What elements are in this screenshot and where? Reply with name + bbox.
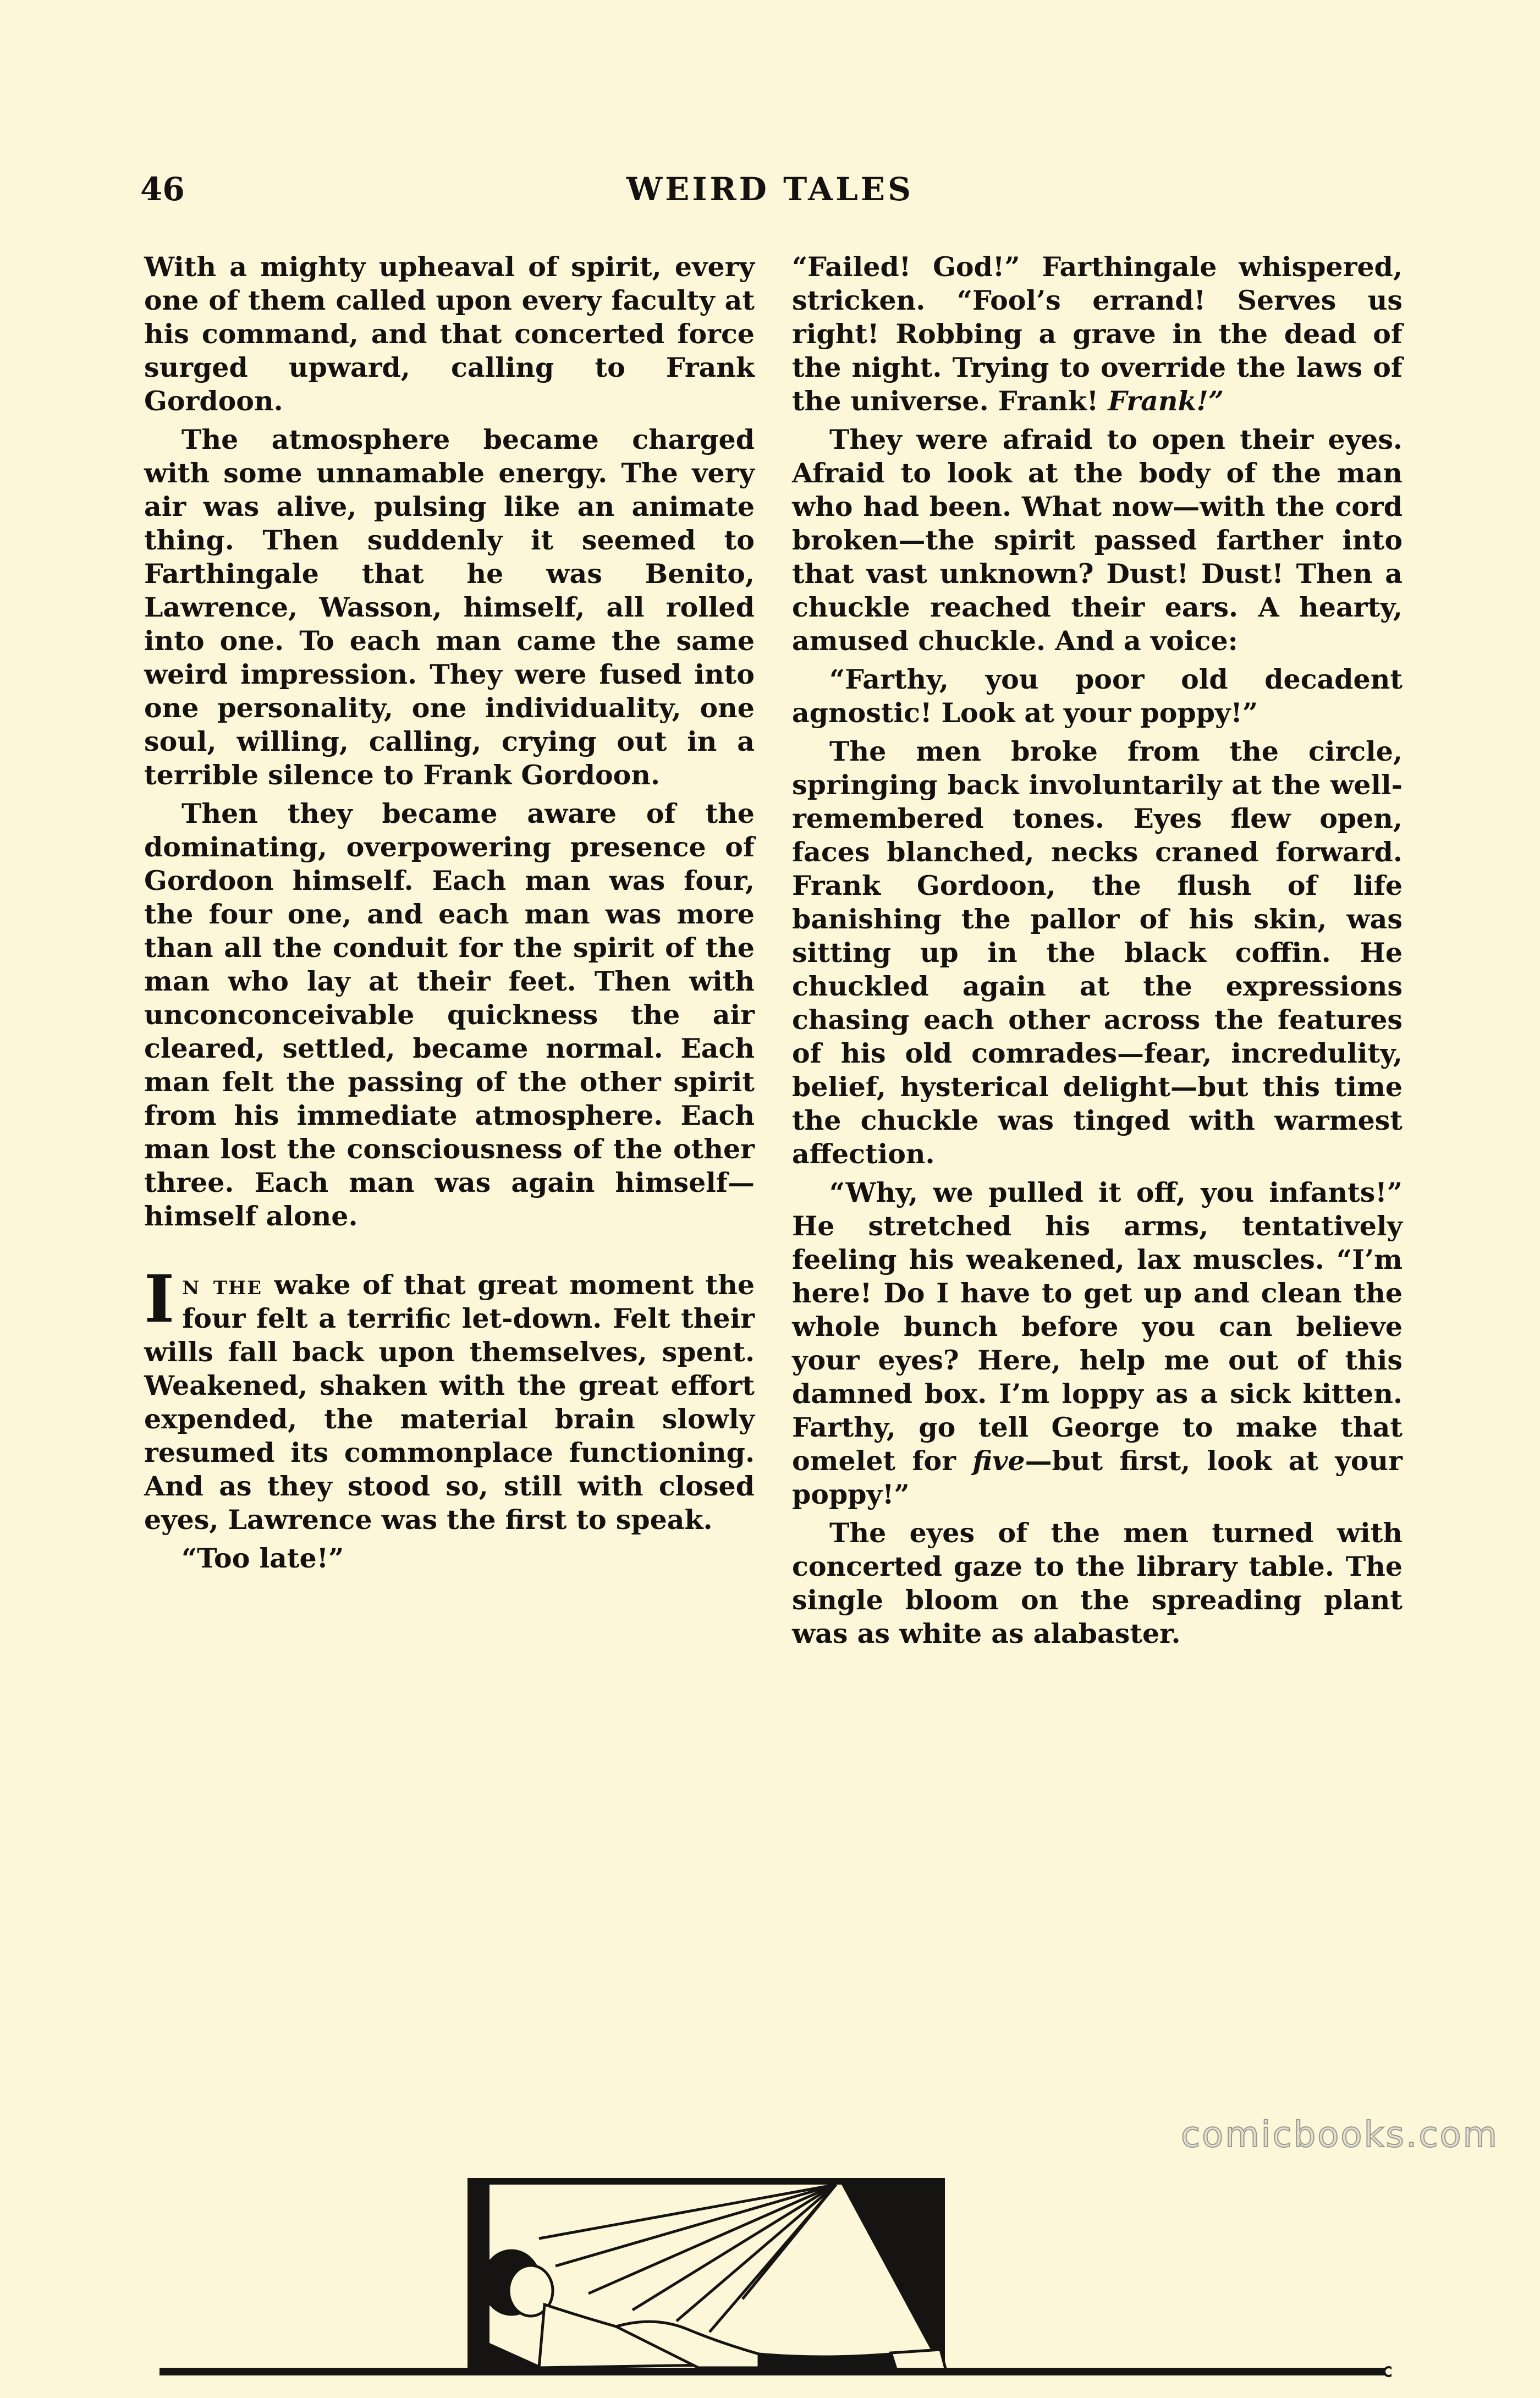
paragraph <box>792 1176 1402 1511</box>
paragraph: Then they became aware of the dominating, overpowering presence of Gordoon himself. Each man was four, the four one, and each man was more than all the conduit for the spirit of the man who lay at their feet. Then with unconconceivable quickness the air cleared, settled, became normal. Each man felt the passing of the other spirit from his immediate atmosphere. Each man lost the consciousness of the other three. Each man was again himself—himself alone. <box>144 798 755 1232</box>
small-caps-lead: n the <box>182 1269 263 1301</box>
paragraph: The atmosphere became charged with some unnamable energy. The very air was alive, pulsing like an animate thing. Then suddenly it seemed to Farthingale that he was Benito, Lawrence, Wasson, himself, all rolled into one. To each man came the same weird impression. They were fused into one personality, one individuality, one soul, willing, calling, crying out in a terrible silence to Frank Gordoon. <box>144 424 755 791</box>
italic-text: Frank!” <box>1108 385 1224 417</box>
italic-text: five <box>972 1445 1025 1477</box>
watermark-credit: comicbooks.com <box>1180 2115 1499 2155</box>
paragraph: The men broke from the circle, springing back involuntarily at the well-remembered tones. Eyes flew open, faces blanched, necks craned forward. Frank Gordoon, the flush of life banishing the pallor of his skin, was sitting up in the black coffin. He chuckled again at the expressions chasing each other across the features of his old comrades—fear, incredulity, belief, hysterical delight—but this time the chuckle was tinged with warmest affection. <box>792 735 1402 1170</box>
paragraph-text: “Failed! God!” Farthingale whispered, stricken. “Fool’s errand! Serves us right! Robbing a grave in the dead of the night. Trying to override the laws of the universe. Frank! <box>792 251 1402 417</box>
floor-end-ornament <box>1384 2367 1392 2376</box>
paragraph <box>792 250 1402 418</box>
paragraph-text: —but first, look at your poppy!” <box>792 1445 1402 1510</box>
page-number: 46 <box>140 170 185 208</box>
paragraph: “Too late!” <box>182 1542 344 1574</box>
right-column <box>792 250 1402 1656</box>
paragraph: “Farthy, you poor old decadent agnostic! Look at your poppy!” <box>792 663 1402 729</box>
left-column <box>144 250 755 1580</box>
paragraph: The eyes of the men turned with concerted gaze to the library table. The single bloom on the spreading plant was as white as alabaster. <box>792 1517 1402 1649</box>
paragraph-text: wake of that great moment the four felt a terrific let-down. Felt their wills fall back upon themselves, spent. Weakened, shaken with the great effort expended, the material brain slowly resumed its commonplace functioning. And as they stood so, still with closed eyes, Lawrence was the first to speak. <box>144 1269 755 1536</box>
paragraph: They were afraid to open their eyes. Afraid to look at the body of the man who had been. What now—with the cord broken—the spirit passed farther into that vast unknown? Dust! Dust! Then a chuckle reached their ears. A hearty, amused chuckle. And a voice: <box>792 424 1402 657</box>
floor-line <box>160 2368 1392 2375</box>
section-opening-paragraph <box>144 1261 755 1537</box>
paragraph-text: “Why, we pulled it off, you infants!” He stretched his arms, tentatively feeling his weakened, lax muscles. “I’m here! Do I have to get up and clean the whole bunch before you can believe your eyes? Here, help me out of this damned box. I’m loppy as a sick kitten. Farthy, go tell George to make that omelet for <box>792 1176 1402 1477</box>
coffin-illustration <box>160 2178 1392 2398</box>
paragraph: With a mighty upheaval of spirit, every one of them called upon every faculty at his command, and that concerted force surged upward, calling to Frank Gordoon. <box>144 251 755 417</box>
running-head: WEIRD TALES <box>626 170 914 208</box>
drop-cap: I <box>144 1261 175 1337</box>
